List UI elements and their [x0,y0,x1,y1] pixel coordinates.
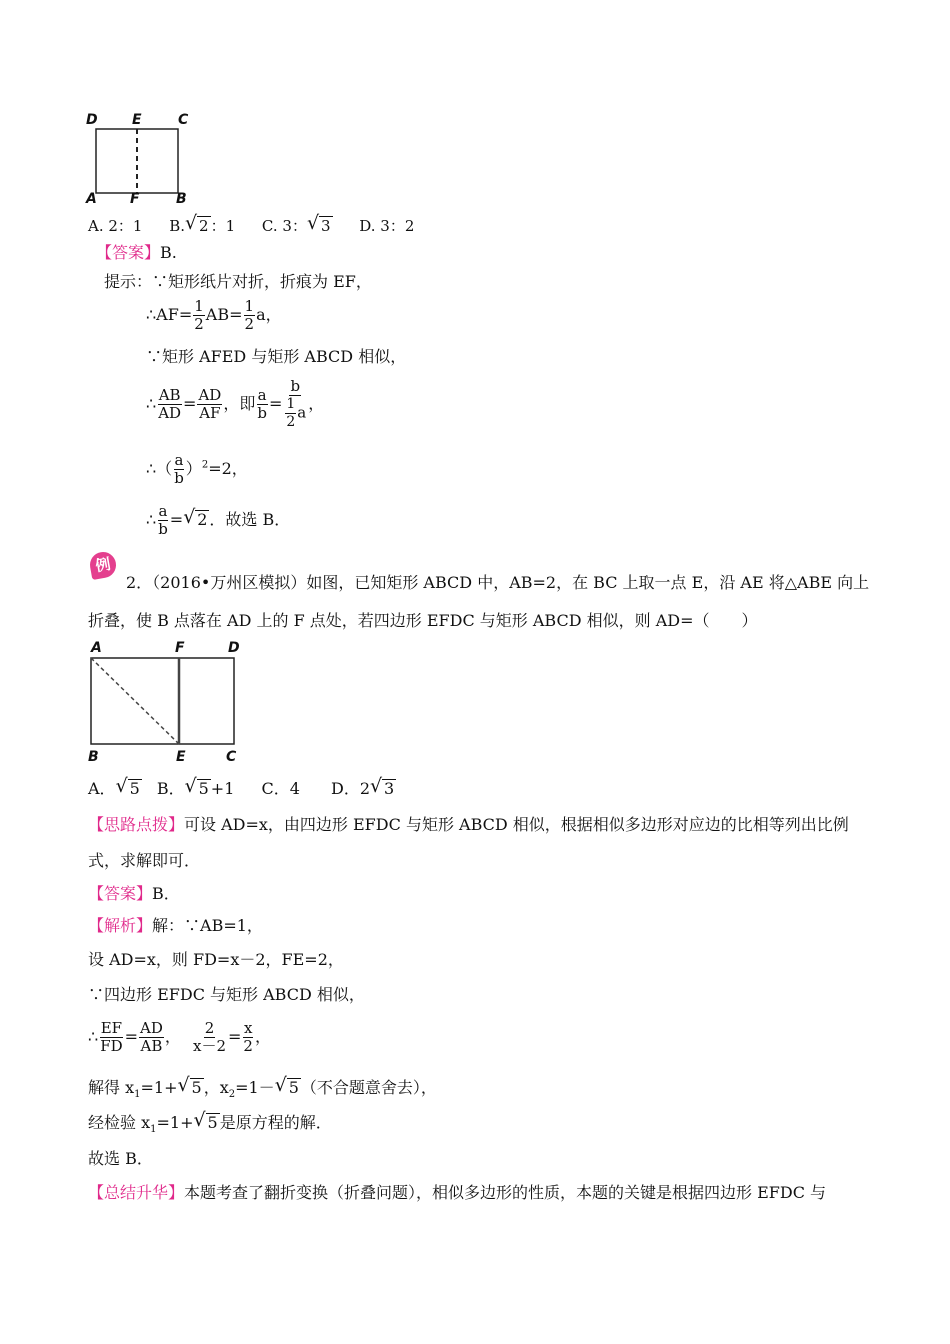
option-b-post: ：1 [210,217,236,235]
option-d: D. 3：2 [359,217,415,235]
text: ， [254,1027,271,1046]
text: ∴ [146,394,157,413]
equals: = [169,510,184,529]
label-f: F [130,191,140,207]
sqrt-symbol: √ 5 [277,1078,301,1098]
q2-idea-line-1 [88,815,849,835]
text: ∴AF= [146,305,193,324]
label-a: A [91,640,102,656]
subscript: 1 [150,1124,157,1136]
text: ，即 [223,394,256,413]
label-d: D [228,640,240,656]
fraction-ef-fd: $\frac{EF}{FD}$ [100,1019,123,1055]
subscript: 2 [228,1089,236,1101]
q1-step-5 [146,503,290,538]
sqrt-symbol: √ 5 [118,779,142,799]
label-d: D [86,112,98,128]
text: =2， [208,459,248,478]
text: ， [308,394,325,413]
fraction-ab-ad: $\frac{AB}{AD}$ [158,386,182,422]
sqrt-symbol: √ 5 [196,1113,220,1133]
fraction-b-half-a: b $\frac{1}{2}$ a [286,377,307,430]
fraction-x-2: $\frac{x}{2}$ [243,1019,253,1055]
q1-step-3 [146,378,324,434]
text: 解得 x [88,1078,135,1097]
q2-step-5 [88,1078,437,1105]
label-a: A [86,191,97,207]
text: 可设 AD=x，由四边形 EFDC 与矩形 ABCD 相似，根据相似多边形对应边的比相等列出比例 [184,815,849,834]
text: a， [256,305,282,324]
q2-answer [88,884,180,904]
label-c: C [226,749,237,765]
q2-summary [88,1183,826,1203]
text: 经检验 x [88,1113,151,1132]
label-f: F [175,640,185,656]
text: 本题考查了翻折变换（折叠问题），相似多边形的性质，本题的关键是根据四边形 EFDC 与 [184,1183,827,1202]
fraction-a-b: $\frac{a}{b}$ [174,451,184,487]
figure-2-diagram [85,640,245,766]
text: 是原方程的解． [219,1113,332,1132]
q1-hint: 提示：∵矩形纸片对折，折痕为 EF， [104,272,372,291]
fraction-half: $\frac{1}{2}$ [194,297,204,333]
option-a-label: A． [88,779,116,798]
q1-step-1 [146,298,282,333]
option-c: C．4 [261,779,300,798]
text: ．故选 B． [209,510,291,529]
q2-step-3: ∵四边形 EFDC 与矩形 ABCD 相似， [88,985,365,1004]
q2-step-4 [88,1020,271,1055]
idea-tag: 【思路点拨】 [88,815,185,834]
sqrt-symbol: √ 2 [185,510,209,530]
equals: = [183,394,197,413]
q2-step-2: 设 AD=x，则 FD=x－2，FE=2， [88,950,344,969]
text: ， [164,1027,181,1046]
text: =1+ [140,1078,178,1097]
rectangle-abcd [91,658,234,744]
label-e: E [176,749,186,765]
fraction-ad-af: $\frac{AD}{AF}$ [198,386,222,422]
option-a: A. 2：1 [88,217,143,235]
option-c-label: C. 3： [261,217,307,235]
text: ） [185,459,202,478]
text: AB= [205,305,243,324]
option-b-label: B. [169,217,186,235]
fraction-a-b: $\frac{a}{b}$ [158,502,168,538]
text: +1 [210,779,235,798]
subscript: 1 [134,1089,141,1101]
equals: = [228,1027,242,1046]
text: ∴ [146,510,157,529]
q2-analysis [88,916,263,936]
sqrt-symbol: √ 3 [372,779,396,799]
label-c: C [178,112,189,128]
text: ，x [203,1078,229,1097]
text: =1+ [156,1113,194,1132]
q2-idea-line-2: 式，求解即可． [88,851,201,870]
q1-step-4 [146,452,248,487]
q1-options [88,216,414,236]
text: （不合题意舍去）， [300,1078,437,1097]
equals: = [124,1027,139,1046]
summary-tag: 【总结升华】 [88,1183,185,1202]
q1-step-2: ∵矩形 AFED 与矩形 ABCD 相似， [146,347,407,366]
answer-tag: 【答案】 [96,243,161,262]
option-b-label: B． [156,779,185,798]
answer-tag: 【答案】 [88,884,153,903]
example-line-2: 折叠，使 B 点落在 AD 上的 F 点处，若四边形 EFDC 与矩形 ABCD 相似，则 AD=（ ） [88,611,758,630]
sqrt-symbol: √ 5 [187,779,211,799]
example-line-1: 2．（2016•万州区模拟）如图，已知矩形 ABCD 中，AB=2，在 BC 上取一点 E，沿 AE 将△ABE 向上 [126,573,870,592]
answer-value: B． [152,884,180,903]
analysis-tag: 【解析】 [88,916,153,935]
q2-options [88,779,396,799]
text: ∴ [88,1027,99,1046]
q1-answer [96,243,177,263]
equals: = [268,394,283,413]
option-d-label: D． [331,779,360,798]
fraction-ad-ab: $\frac{AD}{AB}$ [140,1019,163,1055]
text: 2 [359,779,371,798]
text: =1－ [235,1078,275,1097]
fold-line-ae [91,658,179,744]
fraction-2-xm2: $\frac{2}{x-2}$ [193,1019,227,1055]
example-badge: 例 [88,550,118,580]
answer-value: B. [160,243,177,262]
text: 解：∵AB=1， [152,916,263,935]
q2-step-6 [88,1113,332,1140]
sqrt-symbol: √ 5 [180,1078,204,1098]
text: ∴（ [146,459,173,478]
sqrt-symbol: √ 2 [187,216,211,236]
fraction-a-b: $\frac{a}{b}$ [257,386,267,422]
label-b: B [88,749,99,765]
exponent: 2 [201,459,209,471]
sqrt-symbol: √ 3 [309,216,333,236]
label-e: E [132,112,142,128]
label-b: B [176,191,187,207]
fraction-half: $\frac{1}{2}$ [244,297,255,333]
q2-step-7: 故选 B． [88,1149,153,1168]
